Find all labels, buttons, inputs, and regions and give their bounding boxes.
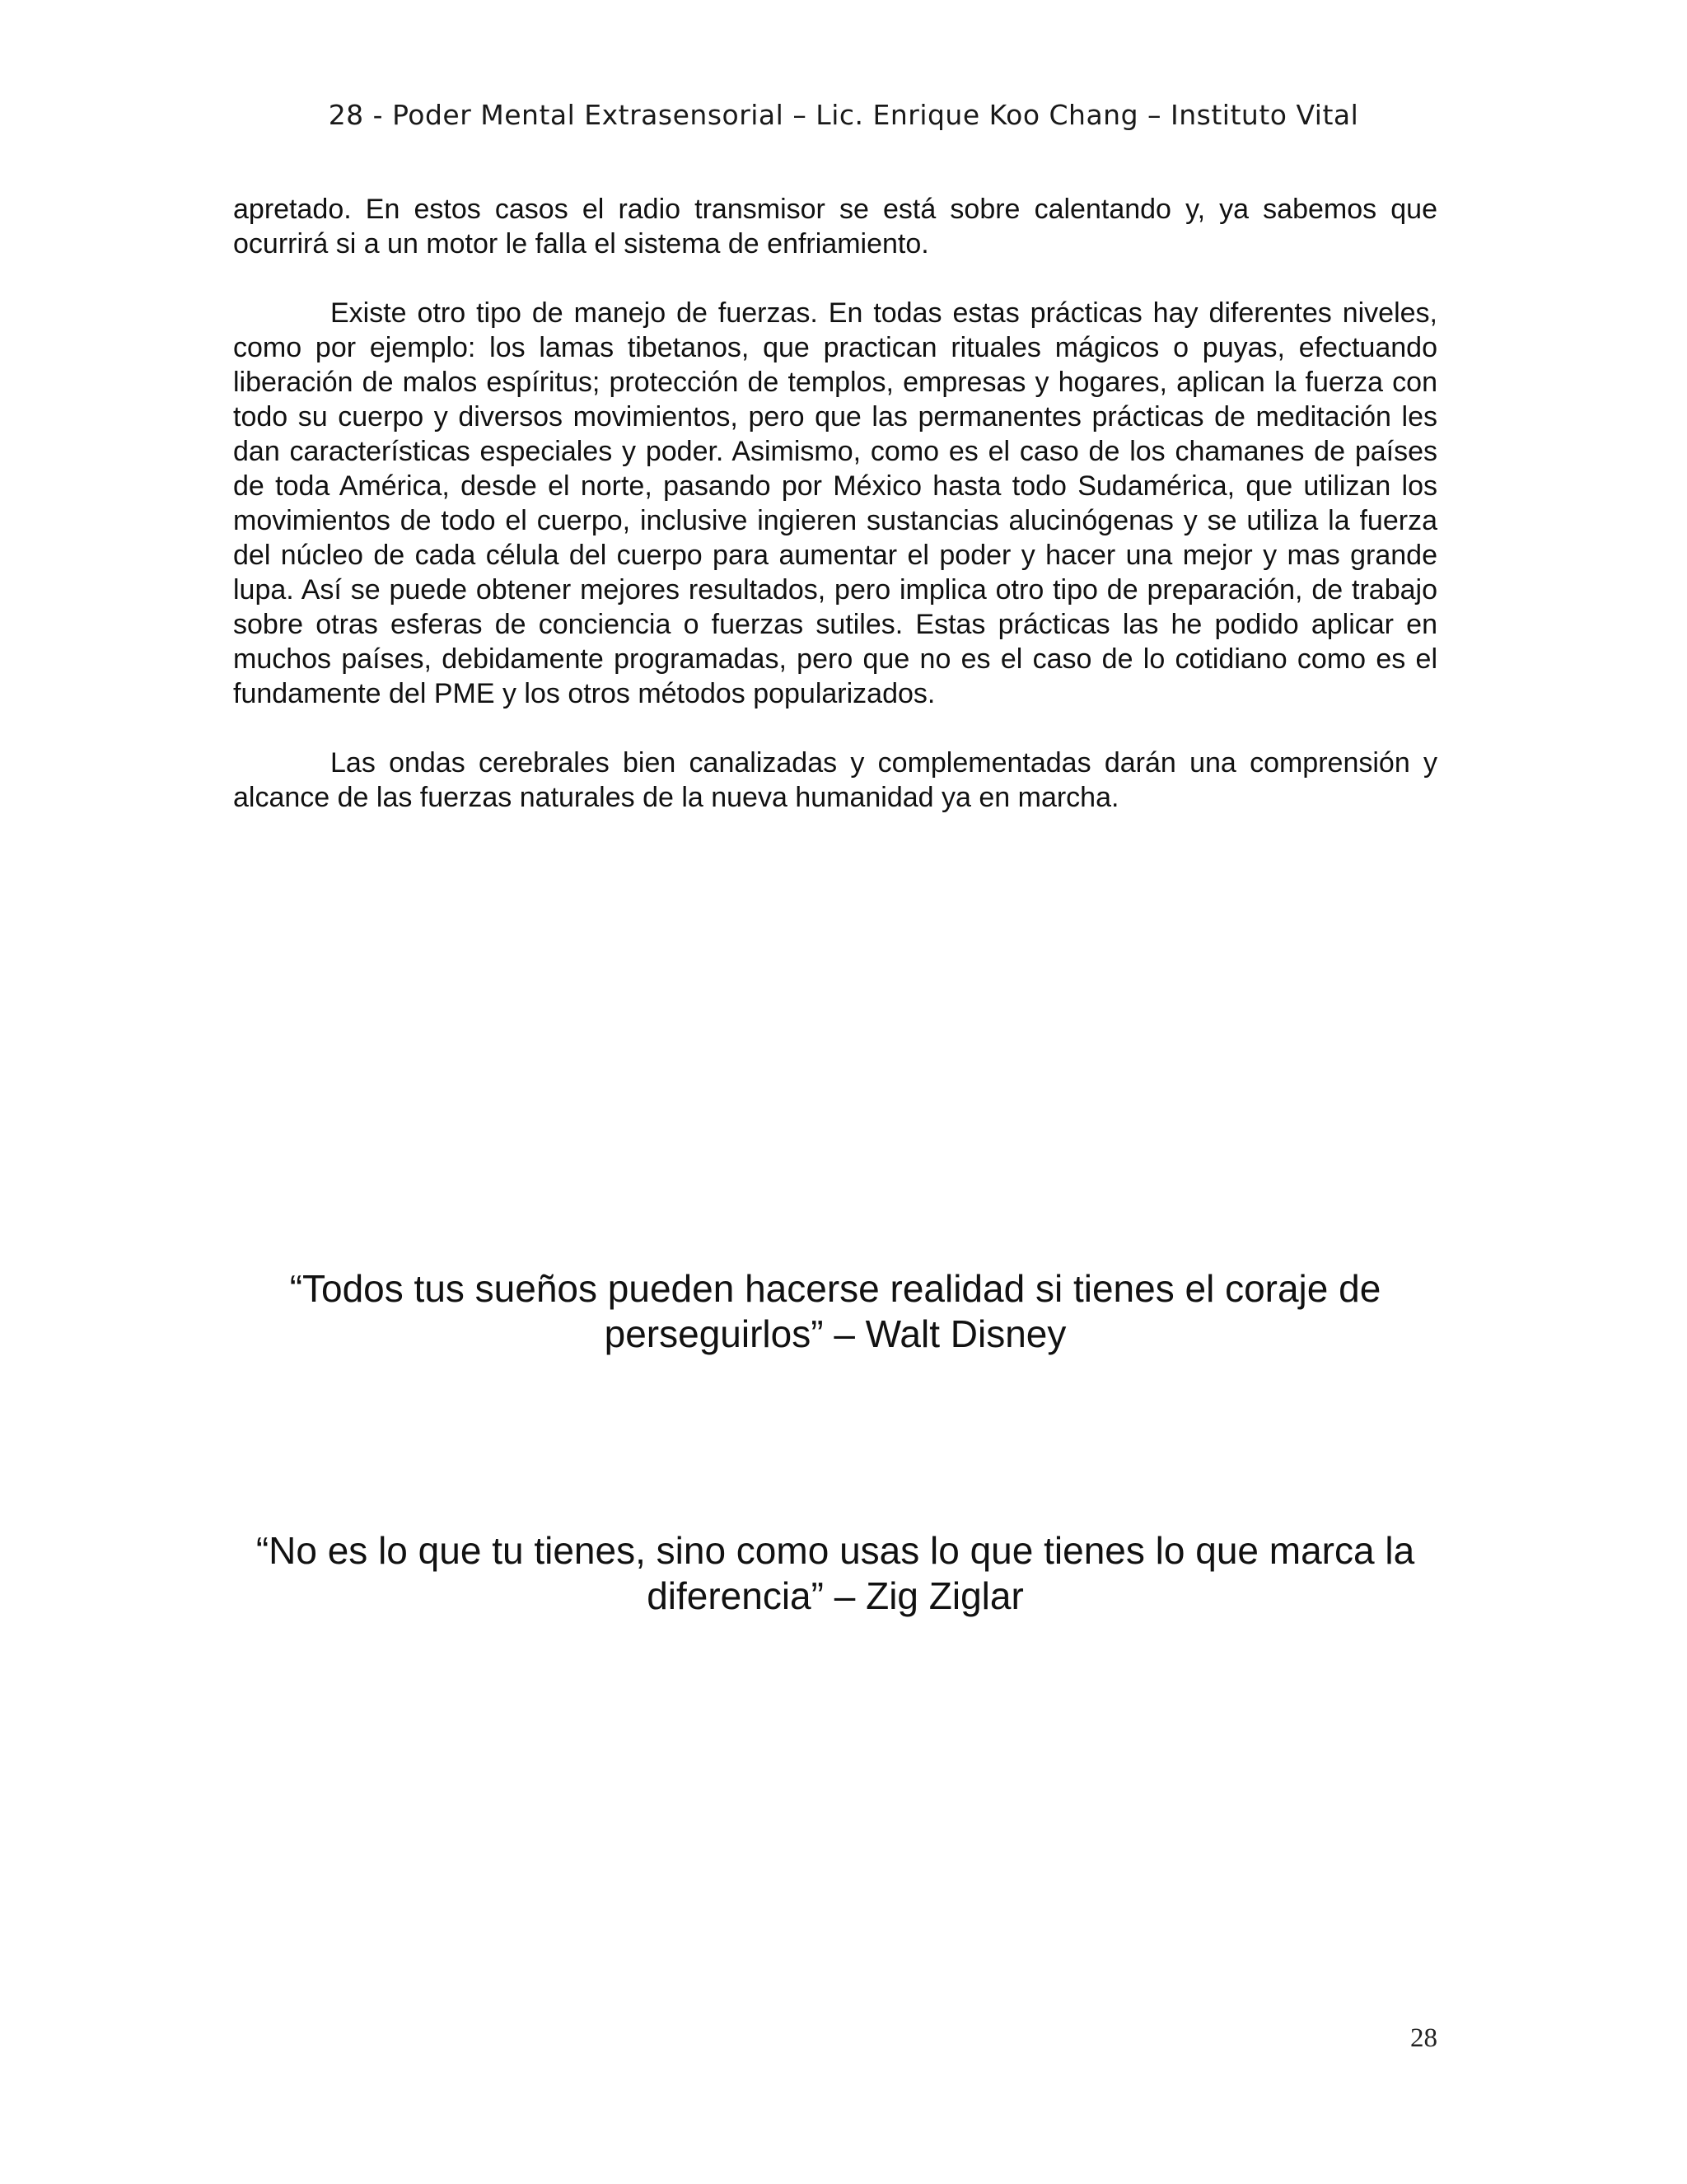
quote-zig-ziglar: “No es lo que tu tienes, sino como usas lo que tienes lo que marca la diferencia” – Zig Ziglar	[255, 1529, 1415, 1617]
page-number: 28	[1410, 2023, 1437, 2053]
paragraph-brainwaves: Las ondas cerebrales bien canalizadas y complementadas darán una comprensión y alcance de las fuerzas naturales de la nueva humanidad ya en marcha.	[233, 747, 1437, 813]
running-header: 28 - Poder Mental Extrasensorial – Lic. Enrique Koo Chang – Instituto Vital	[328, 99, 1359, 131]
paragraph-forces: Existe otro tipo de manejo de fuerzas. En todas estas prácticas hay diferentes niveles, como por ejemplo: los lamas tibetanos, que practican rituales mágicos o puyas, efectuando liberación de malos espíritus; protección de templos, empresas y hogares, aplican la fuerza con todo su cuerpo y diversos movimientos, pero que las permanentes prácticas de meditación les dan características especiales y poder. Asimismo, como es el caso de los chamanes de países de toda América, desde el norte, pasando por México hasta todo Sudamérica, que utilizan los movimientos de todo el cuerpo, inclusive ingieren sustancias alucinógenas y se utiliza la fuerza del núcleo de cada célula del cuerpo para aumentar el poder y hacer una mejor y mas grande lupa. Así se puede obtener mejores resultados, pero implica otro tipo de preparación, de trabajo sobre otras esferas de conciencia o fuerzas sutiles. Estas prácticas las he podido aplicar en muchos países, debidamente programadas, pero que no es el caso de lo cotidiano como es el fundamente del PME y los otros métodos popularizados.	[233, 297, 1437, 709]
body-text	[233, 192, 1437, 849]
quote-walt-disney: “Todos tus sueños pueden hacerse realidad si tienes el coraje de perseguirlos” – Walt Disney	[289, 1267, 1381, 1355]
paragraph-continuation: apretado. En estos casos el radio transmisor se está sobre calentando y, ya sabemos que ocurrirá si a un motor le falla el sistema de enfriamiento.	[233, 194, 1437, 260]
